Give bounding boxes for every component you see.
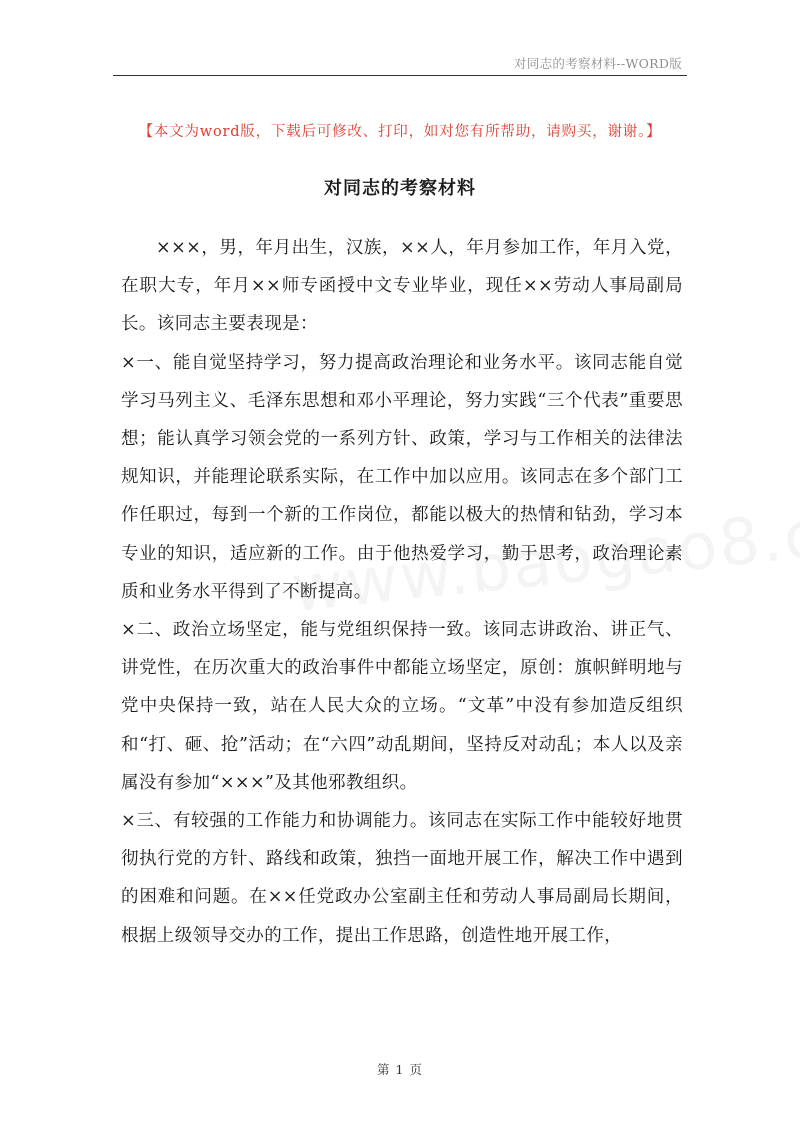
purchase-notice: 【本文为word版，下载后可修改、打印，如对您有所帮助，请购买，谢谢。】	[138, 124, 662, 140]
paragraph-section-1: ×一、能自觉坚持学习，努力提高政治理论和业务水平。该同志能自觉学习马列主义、毛泽东思想和邓小平理论，努力实践“三个代表”重要思想；能认真学习领会党的一系列方针、政策，学习与工作相关的法律法规知识，并能理论联系实际，在工作中加以应用。该同志在多个部门工作任职过，每到一个新的工作岗位，都能以极大的热情和钻劲，学习本专业的知识，适应新的工作。由于他热爱学习，勤于思考，政治理论素质和业务水平得到了不断提高。	[121, 352, 683, 602]
paragraph-section-3: ×三、有较强的工作能力和协调能力。该同志在实际工作中能较好地贯彻执行党的方针、路线和政策，独挡一面地开展工作，解决工作中遇到的困难和问题。在××任党政办公室副主任和劳动人事局副局长期间，根据上级领导交办的工作，提出工作思路，创造性地开展工作，	[121, 811, 683, 946]
header-divider	[113, 75, 687, 76]
document-body	[121, 229, 683, 955]
paragraph-intro: ×××，男，年月出生，汉族，××人，年月参加工作，年月入党，在职大专，年月××师专函授中文专业毕业，现任××劳动人事局副局长。该同志主要表现是：	[121, 238, 683, 335]
document-title: 对同志的考察材料	[324, 178, 476, 199]
page-number: 第 1 页	[377, 1062, 423, 1077]
running-header: 对同志的考察材料--WORD版	[514, 56, 682, 71]
paragraph-section-2: ×二、政治立场坚定，能与党组织保持一致。该同志讲政治、讲正气、讲党性，在历次重大的政治事件中都能立场坚定，原创：旗帜鲜明地与党中央保持一致，站在人民大众的立场。“文革”中没有参加造反组织和“打、砸、抢”活动；在“六四”动乱期间，坚持反对动乱；本人以及亲属没有参加“×××”及其他邪教组织。	[121, 620, 683, 793]
